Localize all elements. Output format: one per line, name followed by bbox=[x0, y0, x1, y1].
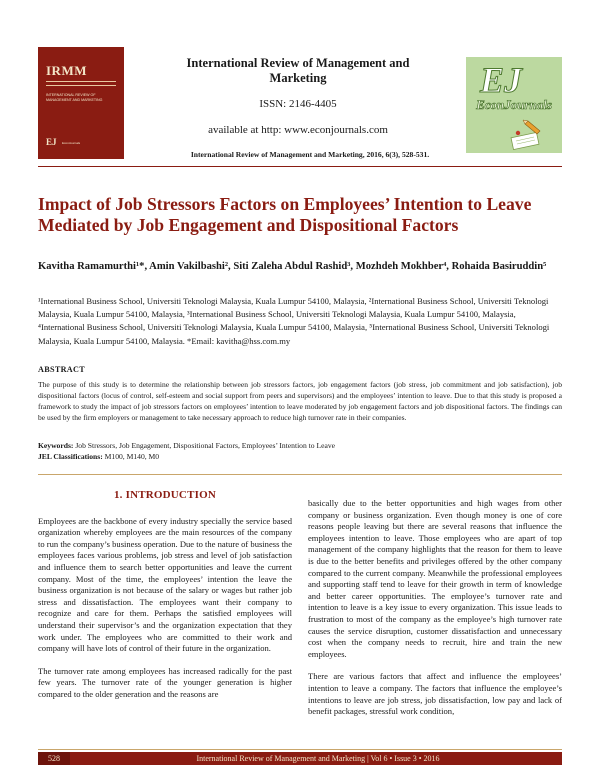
footer-text: International Review of Management and Marketing | Vol 6 • Issue 3 • 2016 bbox=[196, 754, 440, 763]
page-footer bbox=[38, 752, 562, 765]
journal-name: International Review of Management and Marketing bbox=[186, 56, 410, 85]
jel-line bbox=[38, 451, 562, 462]
body-paragraph: basically due to the better opportunities and high wages from other company or business organization. Even though money is one of core reasons people leaving but there are several reasons that influence the employees intention to leave. Those employees who are apart of top management of the company highlights that the reason for them to leave is due to the better benefits and privileges offered by the other company compared to the current company. Meanwhile the professional employees and supporting staff tend to leave for their growth in term of knowledge and better career opportunities. The employee’s turnover rate and intention to leave is a key issue to every organization. This issue leads to frustration to most of the company as the employee’s high turnover rate causes the service disruption, customer dissatisfaction and unnecessary cost when the company needs to recruit, hire and train the new employees. bbox=[308, 498, 562, 659]
section-divider bbox=[38, 474, 562, 475]
issn: ISSN: 2146-4405 bbox=[259, 98, 337, 110]
pencil-paper-icon bbox=[506, 117, 546, 151]
logo-word: EconJournals bbox=[476, 97, 552, 112]
article-title: Impact of Job Stressors Factors on Employees’ Intention to Leave Mediated by Job Engagement and Dispositional Factors bbox=[38, 194, 532, 235]
logo-letters: EJ bbox=[480, 60, 523, 100]
abstract-text: The purpose of this study is to determine the relationship between job stressors factors, job engagement factors (job stress, job commitment and job satisfaction), job dispositional factors (locus of control, self-esteem and social support from peers and supervisors) and the employees’ intention to leave. Due to that this study is proposed a framework to study the impact of job stressors factors on employees’ intention to leave moderated by job engagement factors and job dispositional factors. The findings can be used by the firm employers or management to take necessary approach to reduce high turnover rate in their companies. bbox=[38, 380, 562, 422]
body-paragraph: Employees are the backbone of every industry specially the service based organization whereby employees are the main resources of the company to run the company’s business operation. Due to the nature of business the employees faces various problems, job stress and level of job satisfaction and influence them to search better opportunities and leave the current company. Most of the time, the employees’ intention the leave the business organization is not because of the salary or wages but rather job stress and dissatisfaction. The employees want their company to recognize and care for them. Perhaps the satisfied employees will understand their supervisor’s and the organization expectation that they work under. The employees who are committed to their work and company will have lots of control of their future in the organization. bbox=[38, 515, 292, 654]
cover-divider bbox=[46, 85, 116, 86]
cover-divider bbox=[46, 81, 116, 82]
body-column-left bbox=[38, 490, 292, 712]
citation: International Review of Management and Marketing, 2016, 6(3), 528-531. bbox=[190, 150, 430, 159]
footer-divider bbox=[38, 749, 562, 750]
article-authors: Kavitha Ramamurthi¹*, Amin Vakilbashi², Siti Zaleha Abdul Rashid³, Mozhdeh Mokhber⁴, Rohaida Basiruddin⁵ bbox=[38, 261, 547, 272]
jel-text: M100, M140, M0 bbox=[102, 452, 160, 461]
econjournals-logo bbox=[466, 57, 562, 153]
keywords-label: Keywords: bbox=[38, 441, 74, 450]
abstract-heading: ABSTRACT bbox=[38, 365, 85, 374]
body-paragraph: There are various factors that affect and influence the employees’ intention to leave a company. The factors that influence the employee’s intentions to leave are job stress, job dissatisfaction, low pay and lack of benefit packages, stressful work condition, bbox=[308, 671, 562, 717]
body-column-right bbox=[308, 498, 562, 729]
jel-label: JEL Classifications: bbox=[38, 452, 103, 461]
author-affiliations: ¹International Business School, Universiti Teknologi Malaysia, Kuala Lumpur 54100, Malaysia, ²International Business School, Universiti Teknologi Malaysia, Kuala Lumpur 54100, Malaysia, ³International Business School, Universiti Teknologi Malaysia, Kuala Lumpur 54100, Malaysia, ⁴International Business School, Universiti Teknologi Malaysia, Kuala Lumpur 54100, Malaysia, ⁵International Business School, Universiti Teknologi Malaysia, Kuala Lumpur 54100, Malaysia. *Email: kavitha@hss.com.my bbox=[38, 296, 550, 346]
journal-cover-image bbox=[38, 47, 124, 159]
section-heading: 1. INTRODUCTION bbox=[113, 489, 216, 501]
cover-title: IRMM bbox=[46, 63, 87, 78]
cover-ej-mark: EJ bbox=[46, 137, 57, 147]
cover-subtitle: INTERNATIONAL REVIEW OF MANAGEMENT AND MARKETING bbox=[46, 93, 103, 102]
keywords-text: Job Stressors, Job Engagement, Dispositional Factors, Employees’ Intention to Leave bbox=[73, 441, 336, 450]
keywords-block bbox=[38, 440, 562, 462]
header-divider bbox=[38, 166, 562, 167]
keywords-line bbox=[38, 440, 562, 451]
cover-ej-sub: EconJournals bbox=[62, 141, 81, 145]
journal-url[interactable]: available at http: www.econjournals.com bbox=[208, 124, 388, 136]
page-number: 528 bbox=[38, 752, 70, 765]
body-paragraph: The turnover rate among employees has increased radically for the past few years. The turnover rate of the younger generation is higher compared to the older generation and the reasons are bbox=[38, 665, 292, 699]
